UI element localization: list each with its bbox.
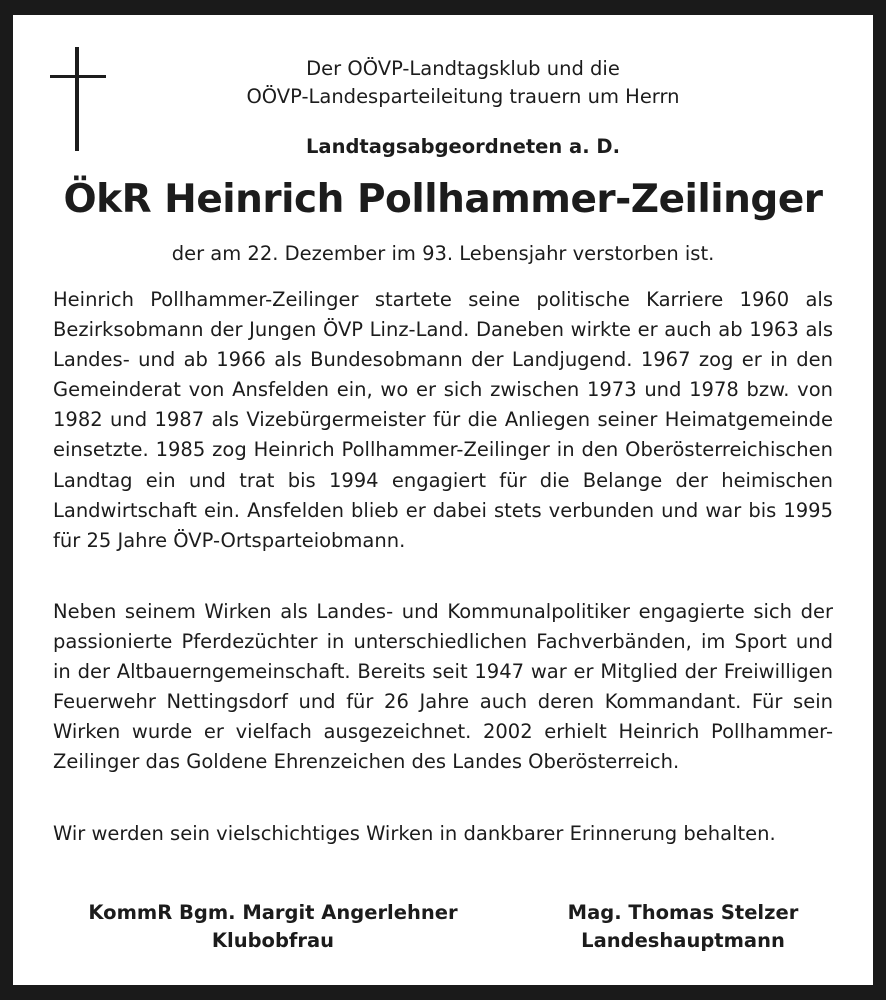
signer-right [533, 899, 833, 955]
death-notice-line: der am 22. Dezember im 93. Lebensjahr verstorben ist. [171, 242, 715, 265]
intro-text [173, 55, 753, 111]
signer-name: KommR Bgm. Margit Angerlehner [88, 901, 458, 924]
deceased-name: ÖkR Heinrich Pollhammer-Zeilinger [63, 177, 823, 222]
signer-title: Landeshauptmann [581, 929, 785, 952]
signer-left [73, 899, 473, 955]
obituary-notice [13, 15, 873, 985]
intro-line: OÖVP-Landesparteileitung trauern um Herrn [246, 85, 680, 108]
closing-paragraph: Wir werden sein vielschichtiges Wirken in dankbarer Erinnerung behalten. [53, 822, 776, 845]
intro-line: Der OÖVP-Landtagsklub und die [306, 57, 620, 80]
biography-paragraph: Neben seinem Wirken als Landes- und Kommunalpolitiker engagierte sich der passionierte Pferdezüchter in unterschiedlichen Fachverbänden, im Sport und in der Altbauerngemeinschaft. Bereits seit 1947 war er Mitglied der Freiwilligen Feuerwehr Nettingsdorf und für 26 Jahre auch deren Kommandant. Für sein Wirken wurde er vielfach ausgezeichnet. 2002 erhielt Heinrich Pollhammer-Zeilinger das Goldene Ehrenzeichen des Landes Oberösterreich. [53, 600, 833, 774]
signer-title: Klubobfrau [211, 929, 335, 952]
cross-icon [50, 47, 106, 151]
deceased-rank: Landtagsabgeordneten a. D. [305, 135, 621, 158]
biography-paragraph: Heinrich Pollhammer-Zeilinger startete seine politische Karriere 1960 als Bezirksobmann der Jungen ÖVP Linz-Land. Daneben wirkte er auch ab 1963 als Landes- und ab 1966 als Bundesobmann der Landjugend. 1967 zog er in den Gemeinderat von Ansfelden ein, wo er sich zwischen 1973 und 1978 bzw. von 1982 und 1987 als Vizebürgermeister für die Anliegen seiner Heimatgemeinde einsetzte. 1985 zog Heinrich Pollhammer-Zeilinger in den Oberösterreichischen Landtag ein und trat bis 1994 engagiert für die Belange der heimischen Landwirtschaft ein. Ansfelden blieb er dabei stets verbunden und war bis 1995 für 25 Jahre ÖVP-Ortsparteiobmann. [53, 288, 833, 552]
signer-name: Mag. Thomas Stelzer [567, 901, 799, 924]
